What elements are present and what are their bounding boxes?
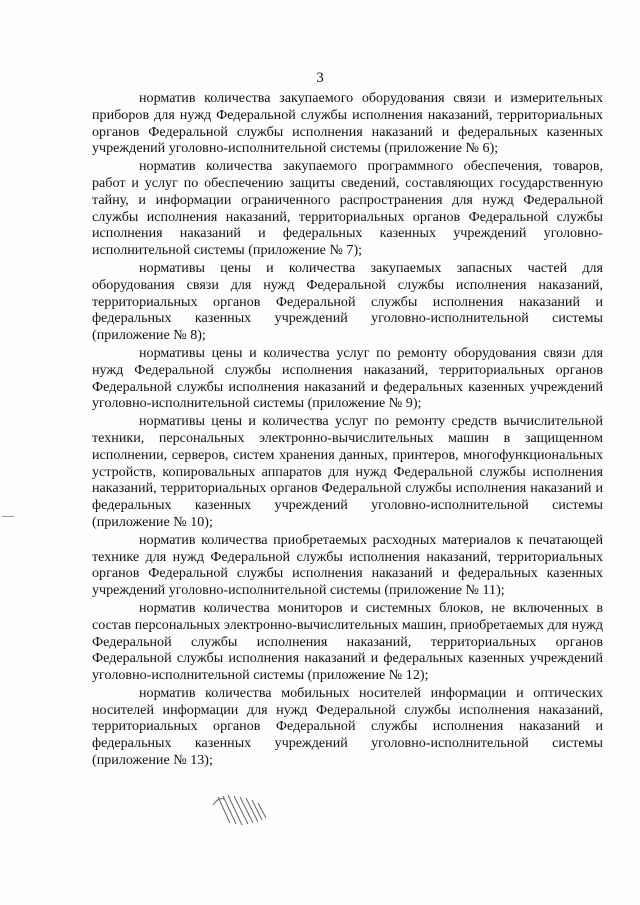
paragraph-appendix-10: нормативы цены и количества услуг по ремонту средств вычислительной техники, персональных электронно-вычислительных машин в защищенном исполнении, серверов, систем хранения данных, принтеров, многофункциональных устройств, копировальных аппаратов для нужд Федеральной службы исполнения наказаний, территориальных органов Федеральной службы исполнения наказаний и федеральных казенных учреждений уголовно-исполнительной системы (приложение № 10); [92,413,603,530]
paragraph-appendix-9: нормативы цены и количества услуг по ремонту оборудования связи для нужд Федеральной службы исполнения наказаний, территориальных органов Федеральной службы исполнения наказаний и федеральных казенных учреждений уголовно-исполнительной системы (приложение № 9); [92,344,603,412]
page-number: 3 [316,70,324,86]
paragraph-appendix-12: норматив количества мониторов и системных блоков, не включенных в состав персональных электронно-вычислительных машин, приобретаемых для нужд Федеральной службы исполнения наказаний, территориальных органов Федеральной службы исполнения наказаний и федеральных казенных учреждений уголовно-исполнительной системы (приложение № 12); [92,599,603,684]
paragraph-appendix-13: норматив количества мобильных носителей информации и оптических носителей информации для нужд Федеральной службы исполнения наказаний, территориальных органов Федеральной службы исполнения наказаний и федеральных казенных учреждений уголовно-исполнительной системы (приложение № 13); [92,684,603,769]
paragraph-appendix-7: норматив количества закупаемого программного обеспечения, товаров, работ и услуг по обеспечению защиты сведений, составляющих государственную тайну, и информации ограниченного распространения для нужд Федеральной службы исполнения наказаний, территориальных органов Федеральной службы исполнения наказаний и федеральных казенных учреждений уголовно-исполнительной системы (приложение № 7); [92,158,603,259]
scan-edge-mark [2,516,14,517]
stamp-hatch-mark-icon [210,793,300,833]
paragraph-appendix-11: норматив количества приобретаемых расходных материалов к печатающей технике для нужд Федеральной службы исполнения наказаний, территориальных органов Федеральной службы исполнения наказаний и федеральных казенных учреждений уголовно-исполнительной системы (приложение № 11); [92,531,603,599]
document-body [92,90,603,770]
paragraph-appendix-6: норматив количества закупаемого оборудования связи и измерительных приборов для нужд Федеральной службы исполнения наказаний, территориальных органов Федеральной службы исполнения наказаний и федеральных казенных учреждений уголовно-исполнительной системы (приложение № 6); [92,90,603,157]
paragraph-appendix-8: нормативы цены и количества закупаемых запасных частей для оборудования связи для нужд Федеральной службы исполнения наказаний, территориальных органов Федеральной службы исполнения наказаний и федеральных казенных учреждений уголовно-исполнительной системы (приложение № 8); [92,259,603,344]
